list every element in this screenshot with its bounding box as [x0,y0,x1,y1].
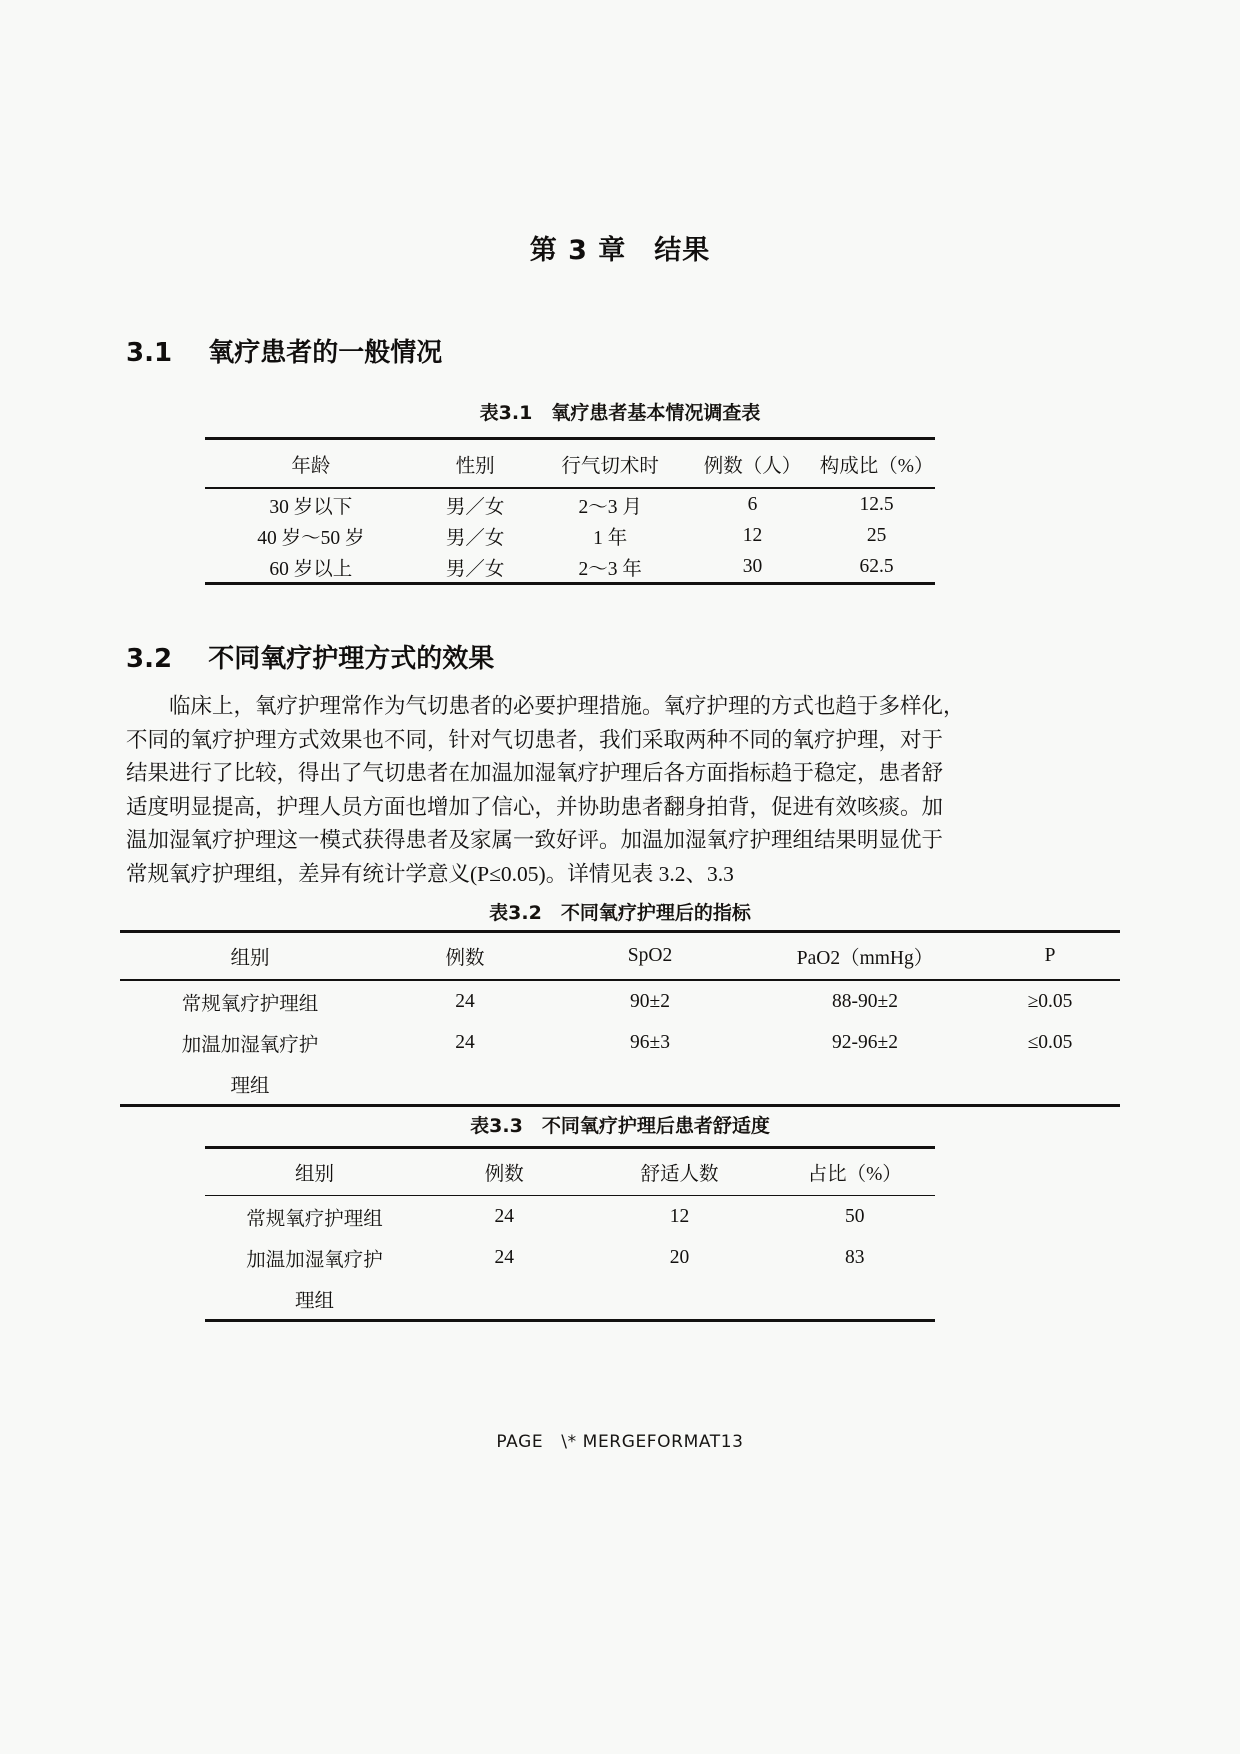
table-row [205,1196,935,1238]
paragraph-line: 结果进行了比较，得出了气切患者在加温加湿氧疗护理后各方面指标趋于稳定，患者舒 [126,761,944,786]
cell-comfort: 20 [669,1246,690,1268]
paragraph-line: 临床上，氧疗护理常作为气切患者的必要护理措施。氧疗护理的方式也趋于多样化， [126,694,965,718]
cell-p: ≥0.05 [980,980,1120,1022]
table-3-1-header-row [205,439,935,489]
cell-empty [424,1278,585,1321]
table-3-2 [120,930,1120,1107]
cell-pao2: 92-96±2 [832,1031,898,1053]
table-3-2-col-group: 组别 [120,932,380,981]
cell-empty [550,1063,750,1106]
cell-empty [750,1063,980,1106]
section-heading-3-1: 3.1 氧疗患者的一般情况 [126,338,443,368]
table-3-2-col-spo2: SpO2 [550,932,750,981]
cell-group: 常规氧疗护理组 [120,980,380,1022]
cell-n: 24 [424,1196,585,1238]
cell-n: 24 [380,980,550,1022]
table-row [205,551,935,584]
cell-age: 60 岁以上 [205,551,417,584]
cell-n: 24 [455,1031,475,1053]
cell-ratio: 12.5 [818,488,935,520]
table-3-1 [205,437,935,585]
table-row [205,520,935,551]
table-3-3 [205,1146,935,1322]
cell-empty [585,1278,775,1321]
chapter-title: 第 3 章 结果 [529,235,711,266]
cell-group: 加温加湿氧疗护 [181,1034,319,1056]
cell-ratio: 50 [774,1196,935,1238]
cell-comfort: 12 [585,1196,775,1238]
cell-group-continued: 理组 [205,1278,424,1321]
table-3-1-col-time: 行气切术时 [533,439,686,489]
cell-sex: 男／女 [445,527,505,549]
table-row-continuation [120,1063,1120,1106]
paragraph-line: 不同的氧疗护理方式效果也不同，针对气切患者，我们采取两种不同的氧疗护理，对于 [126,727,944,752]
paragraph-line: 温加湿氧疗护理这一模式获得患者及家属一致好评。加温加湿氧疗护理组结果明显优于 [126,828,944,853]
cell-empty [980,1063,1120,1106]
table-3-2-col-n: 例数 [380,932,550,981]
cell-group: 加温加湿氧疗护 [246,1249,383,1271]
table-3-1-col-count: 例数（人） [687,439,818,489]
table-row [120,980,1120,1022]
cell-time: 1 年 [593,527,628,549]
table-3-1-col-sex: 性别 [417,439,534,489]
table-row [120,1022,1120,1063]
cell-pao2: 88-90±2 [750,980,980,1022]
cell-age: 40 岁～50 岁 [257,527,365,549]
table-3-1-caption: 表3.1 氧疗患者基本情况调查表 [479,402,761,424]
cell-ratio: 62.5 [818,551,935,584]
cell-sex: 男／女 [417,488,534,520]
page-footer: PAGE \* MERGEFORMAT13 [496,1432,744,1452]
cell-ratio: 25 [866,524,887,546]
cell-count: 30 [687,551,818,584]
cell-count: 12 [742,524,763,546]
table-3-3-col-comfort: 舒适人数 [585,1148,775,1196]
cell-count: 6 [687,488,818,520]
table-3-3-col-n: 例数 [424,1148,585,1196]
table-row [205,1237,935,1278]
cell-n: 24 [494,1246,515,1268]
cell-group-continued: 理组 [120,1063,380,1106]
table-3-2-col-p: P [980,932,1120,981]
table-3-3-header-row [205,1148,935,1196]
table-3-1-col-ratio: 构成比（%） [818,439,935,489]
table-3-2-col-pao2: PaO2（mmHg） [750,932,980,981]
cell-sex: 男／女 [417,551,534,584]
cell-time: 2～3 年 [533,551,686,584]
cell-empty [774,1278,935,1321]
cell-group: 常规氧疗护理组 [205,1196,424,1238]
table-3-3-col-ratio: 占比（%） [774,1148,935,1196]
table-3-3-col-group: 组别 [205,1148,424,1196]
cell-empty [380,1063,550,1106]
cell-spo2: 96±3 [630,1031,670,1053]
cell-age: 30 岁以下 [205,488,417,520]
table-row-continuation [205,1278,935,1321]
cell-ratio: 83 [844,1246,865,1268]
paragraph-line: 常规氧疗护理组，差异有统计学意义(P≤0.05)。详情见表 3.2、3.3 [126,861,734,886]
table-3-2-caption: 表3.2 不同氧疗护理后的指标 [489,902,751,924]
cell-spo2: 90±2 [550,980,750,1022]
paragraph-line: 适度明显提高，护理人员方面也增加了信心，并协助患者翻身拍背，促进有效咳痰。加 [126,794,944,819]
table-row [205,488,935,520]
body-paragraph [126,690,1116,892]
section-heading-3-2: 3.2 不同氧疗护理方式的效果 [126,644,495,674]
cell-time: 2～3 月 [533,488,686,520]
table-3-1-col-age: 年龄 [205,439,417,489]
table-3-3-caption: 表3.3 不同氧疗护理后患者舒适度 [470,1115,770,1137]
cell-p: ≤0.05 [1027,1031,1073,1053]
table-3-2-header-row [120,932,1120,981]
